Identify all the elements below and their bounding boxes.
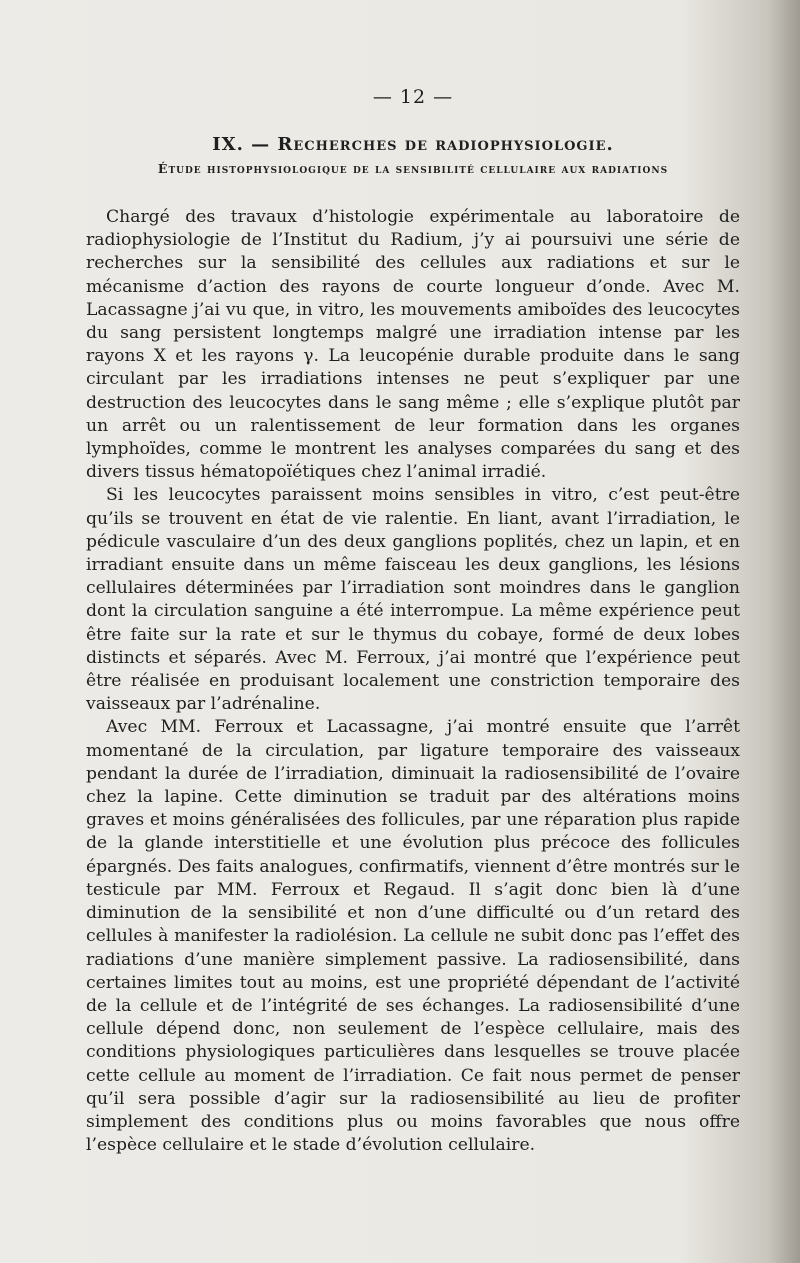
paragraph-3: Avec MM. Ferroux et Lacassagne, j’ai montré ensuite que l’arrêt momentané de la circulation, par ligature temporaire des vaisseaux pendant la durée de l’irradiation, diminuait la radiosensibilité de l’ovaire chez la lapine. Cette diminution se traduit par des altérations moins graves et moins généralisées des follicules, par une réparation plus rapide de la glande interstitielle et une évolution plus précoce des follicules épargnés. Des faits analogues, confirmatifs, viennent d’être montrés sur le testicule par MM. Ferroux et Regaud. Il s’agit donc bien là d’une diminution de la sensibilité et non d’une difficulté ou d’un retard des cellules à manifester la radiolésion. La cellule ne subit donc pas l’effet des radiations d’une manière simplement passive. La radiosensibilité, dans certaines limites tout au moins, est une propriété dépendant de l’activité de la cellule et de l’intégrité de ses échanges. La radiosensibilité d’une cellule dépend donc, non seulement de l’espèce cellulaire, mais des conditions physiologiques particulières dans lesquelles se trouve placée cette cellule au moment de l’irradiation. Ce fait nous permet de penser qu’il sera possible d’agir sur la radiosensibilité au lieu de profiter simplement des conditions plus ou moins favorables que nous offre l’espèce cellulaire et le stade d’évolution cellulaire. <box>86 717 740 1156</box>
paragraph-1: Chargé des travaux d’histologie expérimentale au laboratoire de radiophysiologie de l’Institut du Radium, j’y ai poursuivi une série de recherches sur la sensibilité des cellules aux radiations et sur le mécanisme d’action des rayons de courte longueur d’onde. Avec M. Lacassagne j’ai vu que, in vitro, les mouvements amiboïdes des leucocytes du sang persistent longtemps malgré une irradiation intense par les rayons X et les rayons γ. La leucopénie durable produite dans le sang circulant par les irradiations intenses ne peut s’expliquer par une destruction des leucocytes dans le sang même ; elle s’explique plutôt par un arrêt ou un ralentissement de leur formation dans les organes lymphoïdes, comme le montrent les analyses comparées du sang et des divers tissus hématopoïétiques chez l’animal irradié. <box>86 207 740 483</box>
paragraph-2: Si les leucocytes paraissent moins sensibles in vitro, c’est peut-être qu’ils se trouvent en état de vie ralentie. En liant, avant l’irradiation, le pédicule vasculaire d’un des deux ganglions poplités, chez un lapin, et en irradiant ensuite dans un même faisceau les deux ganglions, les lésions cellulaires déterminées par l’irradiation sont moindres dans le ganglion dont la circulation sanguine a été interrompue. La même expérience peut être faite sur la rate et sur le thymus du cobaye, formé de deux lobes distincts et séparés. Avec M. Ferroux, j’ai montré que l’expérience peut être réalisée en produisant localement une constriction temporaire des vaisseaux par l’adrénaline. <box>86 485 740 715</box>
page-number: — 12 — <box>372 86 454 108</box>
section-title: IX. — Recherches de radiophysiologie. <box>212 134 614 155</box>
section-subtitle: Étude histophysiologique de la sensibilité cellulaire aux radiations <box>157 161 669 176</box>
